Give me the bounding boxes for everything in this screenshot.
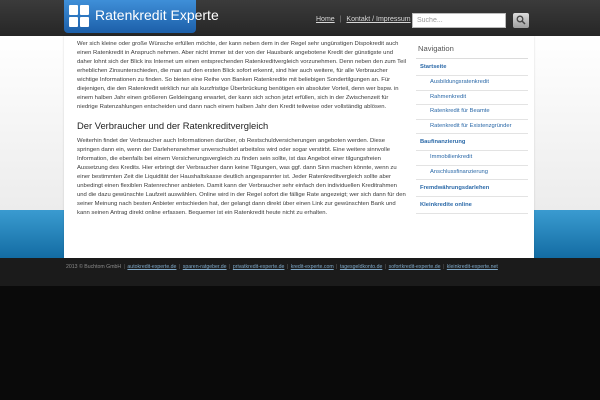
footer-separator: |	[286, 264, 289, 270]
sidebar-item-fremdwaehrungsdarlehen[interactable]: Fremdwährungsdarlehen	[416, 180, 528, 197]
sidebar-navigation	[416, 42, 528, 214]
footer-separator: |	[123, 264, 125, 270]
sidebar-item-ausbildungsratenkredit[interactable]: Ausbildungsratenkredit	[416, 76, 528, 91]
footer-link-kleinkredit[interactable]: kleinkredit-experte.net	[446, 264, 498, 270]
footer-separator: |	[442, 264, 445, 270]
site-logo[interactable]	[64, 0, 219, 33]
sidebar-item-startseite[interactable]: Startseite	[416, 59, 528, 76]
sidebar-item-anschlussfinanzierung[interactable]: Anschlussfinanzierung	[416, 166, 528, 181]
search-input[interactable]	[412, 13, 506, 28]
sidebar-item-ratenkredit-beamte[interactable]: Ratenkredit für Beamte	[416, 105, 528, 120]
footer-link-sofortkredit[interactable]: sofortkredit-experte.de	[388, 264, 441, 270]
body-paragraph: Weiterhin findet der Verbraucher auch Informationen darüber, ob Restschuldversicherungen angeboten werden. Diese springen dann ein, wenn der Darlehensnehmer unverschuldet arbeitslos wird oder sogar verstirbt. Eine weitere sinnvolle Information, die ebenfalls bei einem Versicherungsvergleich zu finden sein sollte, ist das Angebot einer tilgungsfreien Aussetzung des Kredits. Hier erbringt der Verbraucher dann keine Tilgungen, was ggf. dann Sinn machen könnte, wenn zu einer bestimmten Zeit die Liquidität der Haushaltskasse deutlich angespannter ist. Jeder Ratenkreditvergleich sollte aber unbedingt einen flexiblen Ratenrechner anbieten. Damit kann der Verbraucher sehr einfach den individuellen Kreditrahmen und die dazu gewünschte Laufzeit auswählen. Online wird in der Regel sofort die fällige Rate angezeigt; wer sich dann für den seiner Meinung nach besten Anbieter entschieden hat, der gelangt dann direkt über einen Link zur gewünschten Bank und kann seinen Antrag direkt online erfassen. Bequemer ist ein Ratenkredit heute nicht zu erhalten.	[77, 138, 406, 216]
footer-separator: |	[178, 264, 181, 270]
main-container	[64, 36, 534, 258]
footer-link-autokredit[interactable]: autokredit-experte.de	[127, 264, 177, 270]
logo-grid-icon	[69, 5, 89, 27]
sidebar-title: Navigation	[416, 42, 528, 59]
sidebar-item-rahmenkredit[interactable]: Rahmenkredit	[416, 91, 528, 106]
sidebar-item-kleinkredite-online[interactable]: Kleinkredite online	[416, 197, 528, 214]
sidebar-item-baufinanzierung[interactable]: Baufinanzierung	[416, 134, 528, 151]
footer-link-privatkredit[interactable]: privatkredit-experte.de	[232, 264, 285, 270]
footer-separator: |	[336, 264, 338, 270]
nav-separator: |	[339, 16, 342, 23]
footer-links	[66, 264, 498, 270]
logo-text: Ratenkredit Experte	[95, 7, 219, 23]
search-button[interactable]	[513, 13, 529, 28]
footer-separator: |	[229, 264, 231, 270]
nav-link-kontakt-impressum[interactable]: Kontakt / Impressum	[346, 16, 411, 23]
section-heading: Der Verbraucher und der Ratenkreditvergleich	[77, 120, 269, 131]
footer-separator: |	[384, 264, 387, 270]
footer-link-tagesgeldkonto[interactable]: tagesgeldkonto.de	[339, 264, 383, 270]
footer-link-kredit-experte[interactable]: kredit-experte.com	[290, 264, 334, 270]
intro-paragraph: Wer sich kleine oder große Wünsche erfüllen möchte, der kann neben dem in der Regel sehr ungünstigen Dispokredit auch einen Ratenkredit in Anspruch nehmen. Aber nicht immer ist der von der Hausbank angebotene Kredit der günstigste und daher lohnt sich der Blick ins Internet um einen entsprechenden Ratenkreditvergleich vorzunehmen. Denn neben den zum Teil erheblichen Zinsunterschieden, die man auf den ersten Blick sofort erkennt, sind hier auch weitere, für alle Verbraucher wichtige Informationen zu finden. So bieten eine Reihe von Banken Ratenkredite mit beliebigen Sondertilgungen an. Für diejenigen, die den Ratenkredit wirklich nur als kurzfristige Überbrückung benötigen ein absoluter Vorteil, denn wer bspw. in einem halben Jahr einen größeren Geldeingang erwartet, der kann sich schon jetzt erfüllen, sich in der Zwischenzeit für niedrige Ratenzahlungen entscheiden und dann nach einem halben Jahr den Kredit teilweise oder vollständig ablösen.	[77, 41, 406, 110]
footer-copyright: 2013 © Buchtom GmbH	[66, 264, 122, 270]
sidebar-item-immobilienkredit[interactable]: Immobilienkredit	[416, 151, 528, 166]
nav-link-home[interactable]: Home	[316, 16, 335, 23]
top-navigation	[316, 16, 411, 23]
main-content	[77, 40, 407, 218]
search-icon	[516, 15, 526, 25]
footer-link-sparen[interactable]: sparen-ratgeber.de	[182, 264, 227, 270]
sidebar-item-ratenkredit-existenzgruender[interactable]: Ratenkredit für Existenzgründer	[416, 120, 528, 135]
footer	[0, 258, 600, 286]
